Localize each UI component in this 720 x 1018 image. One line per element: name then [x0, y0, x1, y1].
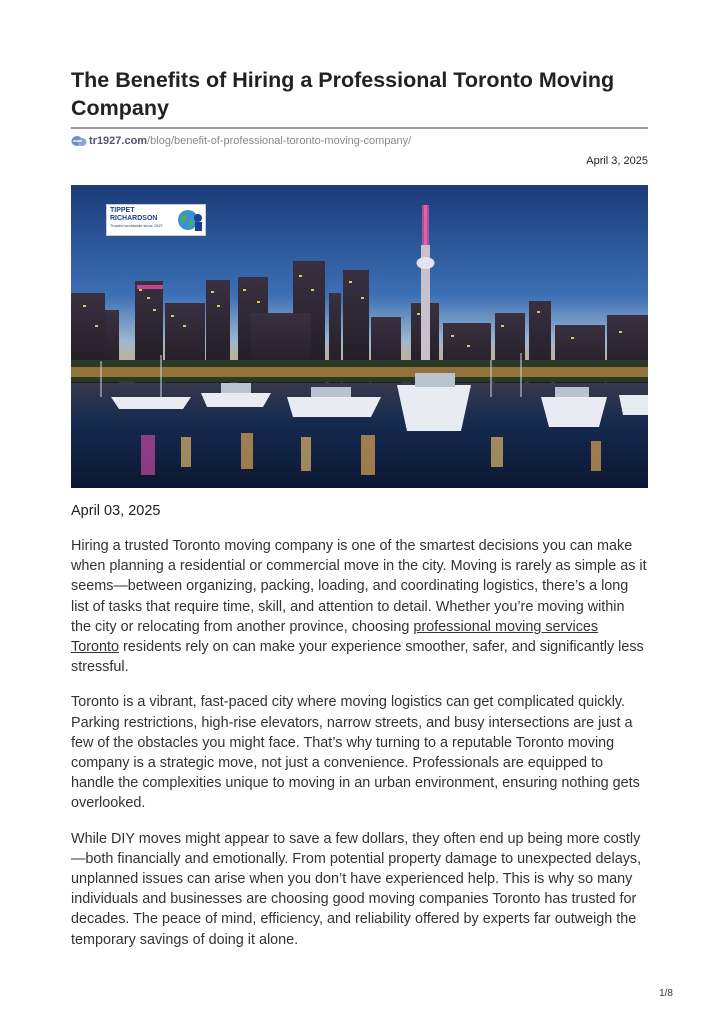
paragraph-1 — [71, 536, 648, 677]
logo-line-1: TIPPET — [110, 207, 135, 214]
source-domain-link[interactable]: tr1927.com — [89, 135, 148, 147]
logo-tagline: Trusted worldwide since 1927 — [110, 223, 163, 228]
page-number: 1/8 — [659, 988, 673, 999]
source-path: /blog/benefit-of-professional-toronto-moving-company/ — [147, 135, 412, 147]
company-logo — [106, 204, 206, 236]
hero-image — [71, 185, 648, 488]
paragraph-1-text-a: Hiring a trusted Toronto moving company is one of the smartest decisions you can make when planning a residential or commercial move in the city. Moving is rarely as simple as it seems—between organizing, packing, loading, and coordinating logistics, there’s a long list of tasks that require time, skill, and attention to detail. Whether you’re moving within the city or relocating from another province, choosing — [71, 538, 647, 635]
globe-icon — [177, 207, 203, 233]
article-title: The Benefits of Hiring a Professional Toronto Moving Company — [71, 68, 615, 120]
logo-line-2: RICHARDSON — [110, 215, 158, 222]
site-favicon-icon — [71, 135, 87, 147]
article-date: April 03, 2025 — [71, 503, 161, 519]
source-line — [71, 133, 411, 149]
title-divider — [71, 127, 648, 129]
paragraph-1-text-b: residents rely on can make your experience smoother, safer, and significantly less stressful. — [71, 639, 644, 676]
article-body — [71, 536, 648, 965]
paragraph-3: While DIY moves might appear to save a few dollars, they often end up being more costly—both financially and emotionally. From potential property damage to unexpected delays, unplanned issues can arise when you don’t have experienced help. This is why so many individuals and businesses are choosing good moving companies Toronto has trusted for decades. The peace of mind, efficiency, and reliability offered by experts far outweigh the temporary savings of doing it alone. — [71, 830, 642, 948]
paragraph-2: Toronto is a vibrant, fast-paced city where moving logistics can get complicated quickly. Parking restrictions, high-rise elevators, narrow streets, and busy intersections are just a few of the obstacles you might face. That’s why turning to a reputable Toronto moving company is a strategic move, not just a convenience. Professionals are equipped to handle the complexities unique to moving in an urban environment, ensuring nothing gets overlooked. — [71, 694, 640, 812]
header-date: April 3, 2025 — [586, 155, 648, 167]
professional-moving-services-link[interactable]: professional moving services Toronto — [71, 618, 599, 656]
